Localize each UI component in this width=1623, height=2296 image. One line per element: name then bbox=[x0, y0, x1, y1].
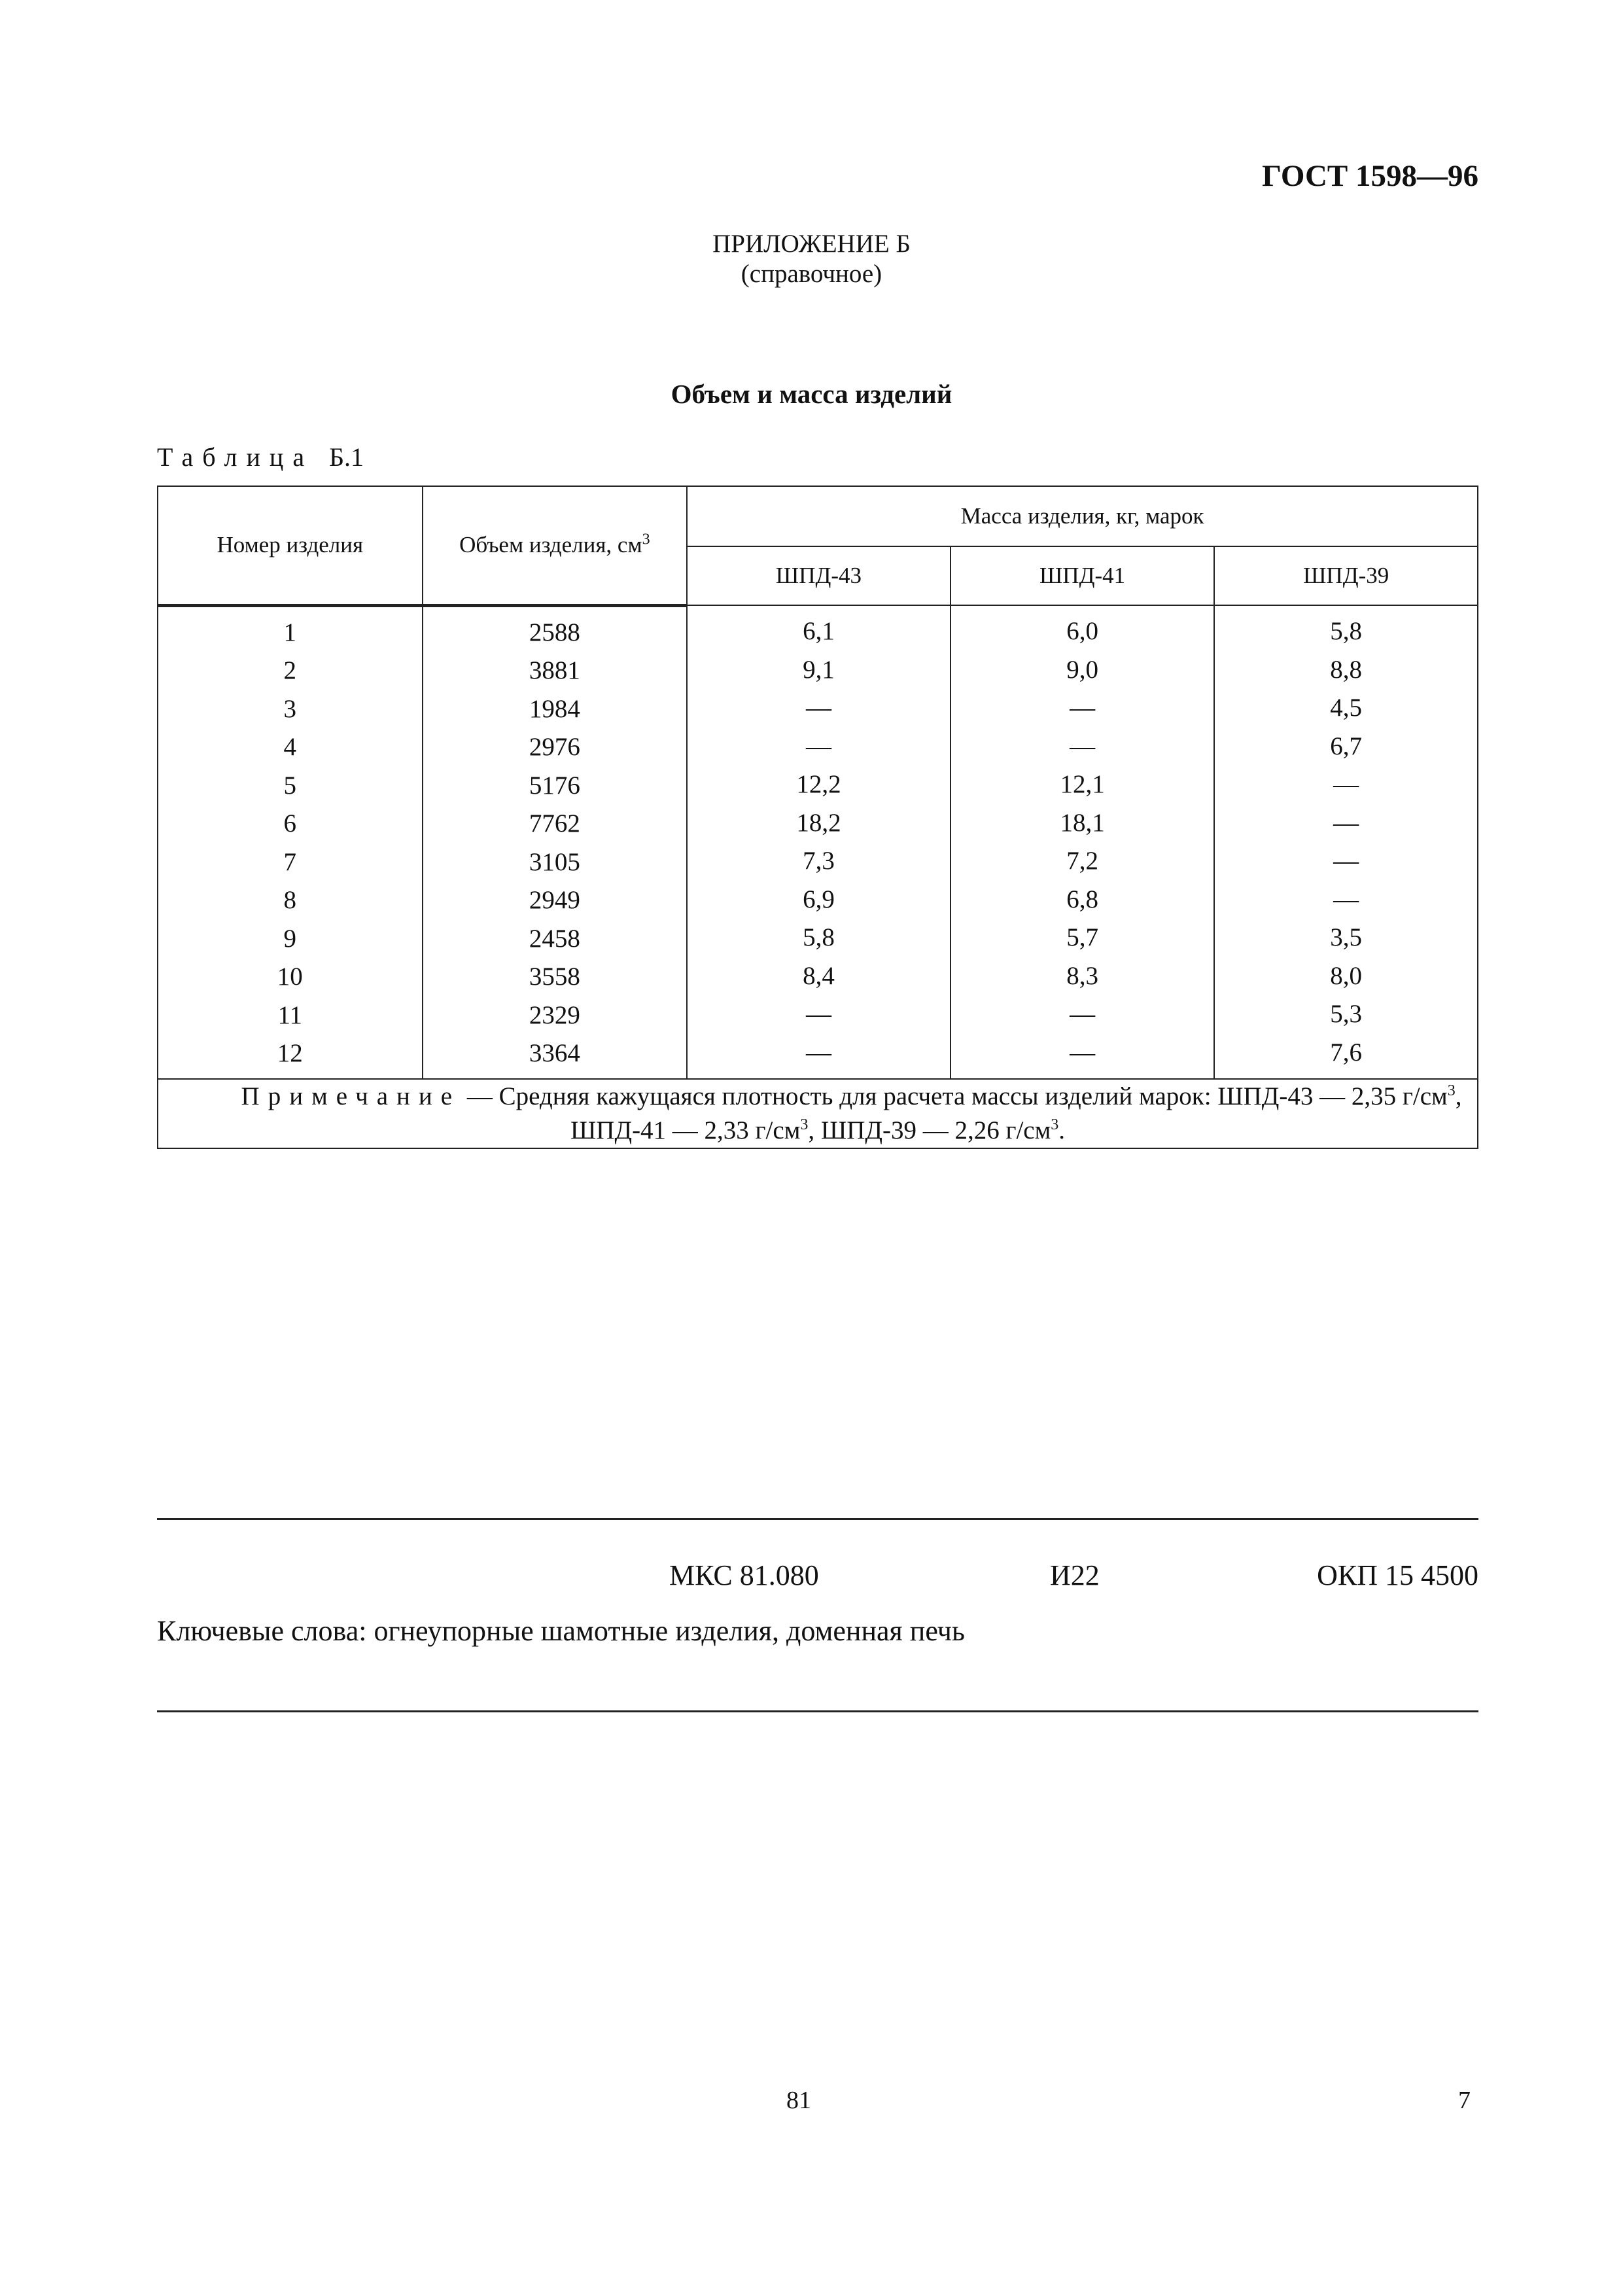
table-cell: 5,8 bbox=[803, 923, 835, 951]
table-cell: 2458 bbox=[529, 924, 580, 953]
table-cell: 18,2 bbox=[796, 808, 841, 837]
table-cell: 5 bbox=[283, 771, 297, 800]
header-grade-43: ШПД-43 bbox=[687, 546, 951, 605]
mks-code: МКС 81.080 bbox=[669, 1559, 819, 1591]
table-cell: 3105 bbox=[529, 847, 580, 876]
okp-code: ОКП 15 4500 bbox=[1317, 1559, 1478, 1591]
table-cell: 3,5 bbox=[1330, 923, 1363, 951]
table-cell: 6,7 bbox=[1330, 732, 1363, 760]
note-text-4: . bbox=[1058, 1116, 1066, 1144]
table-cell: 7762 bbox=[529, 809, 580, 838]
column-mass-43 bbox=[687, 605, 951, 1079]
table-cell: 10 bbox=[277, 963, 303, 991]
table-cell: 5,8 bbox=[1330, 617, 1363, 645]
table-cell: — bbox=[805, 1038, 831, 1067]
appendix-subtitle: (справочное) bbox=[741, 260, 882, 288]
mass-volume-table bbox=[157, 486, 1478, 1149]
note-sup-2: 3 bbox=[800, 1116, 809, 1133]
table-cell: — bbox=[1333, 770, 1359, 798]
header-volume-sup: 3 bbox=[642, 531, 650, 548]
column-number bbox=[158, 605, 423, 1079]
appendix-title: ПРИЛОЖЕНИЕ Б bbox=[712, 230, 911, 258]
table-cell: 9,0 bbox=[1066, 655, 1098, 684]
table-cell: 5,3 bbox=[1330, 1000, 1363, 1028]
section-title: Объем и масса изделий bbox=[671, 379, 952, 409]
table-note-row bbox=[158, 1079, 1478, 1148]
note-sup-1: 3 bbox=[1447, 1082, 1456, 1099]
table-cell: — bbox=[1070, 694, 1096, 722]
table-cell: 3558 bbox=[529, 963, 580, 991]
table-cell: 3881 bbox=[529, 656, 580, 684]
table-cell: 9,1 bbox=[803, 655, 835, 684]
table-cell: 2976 bbox=[529, 733, 580, 761]
table-cell: 5176 bbox=[529, 771, 580, 800]
table-cell: 3364 bbox=[529, 1039, 580, 1067]
table-cell: 7,6 bbox=[1330, 1038, 1363, 1067]
table-note bbox=[158, 1079, 1478, 1148]
note-text-1: — Средняя кажущаяся плотность для расчета массы изделий марок: ШПД-43 — 2,35 г/см bbox=[461, 1082, 1448, 1110]
table-cell: 8 bbox=[283, 886, 297, 914]
table-cell: 3 bbox=[283, 694, 297, 723]
table-cell: 8,3 bbox=[1066, 961, 1098, 990]
table-cell: 18,1 bbox=[1060, 808, 1105, 837]
table-cell: 2588 bbox=[529, 618, 580, 646]
table-cell: 6,1 bbox=[803, 617, 835, 645]
header-number: Номер изделия bbox=[158, 486, 423, 605]
footer-top-rule bbox=[157, 1518, 1478, 1520]
table-cell: — bbox=[1333, 885, 1359, 913]
table-cell: — bbox=[1070, 732, 1096, 760]
table-cell: 8,8 bbox=[1330, 655, 1363, 684]
table-header-row bbox=[158, 486, 1478, 546]
table-cell: — bbox=[805, 694, 831, 722]
table-cell: — bbox=[1070, 1038, 1096, 1067]
table-cell: 2 bbox=[283, 656, 297, 684]
table-cell: 4,5 bbox=[1330, 694, 1363, 722]
table-cell: 6,0 bbox=[1066, 617, 1098, 645]
header-volume bbox=[423, 486, 688, 605]
table-cell: 1984 bbox=[529, 694, 580, 723]
table-cell: — bbox=[1333, 847, 1359, 875]
table-cell: — bbox=[805, 732, 831, 760]
table-cell: 2329 bbox=[529, 1000, 580, 1029]
header-volume-text: Объем изделия, см bbox=[459, 532, 642, 558]
table-cell: 8,4 bbox=[803, 961, 835, 990]
page-number-center: 81 bbox=[786, 2087, 811, 2114]
standard-number: ГОСТ 1598—96 bbox=[1262, 159, 1478, 193]
table-cell: — bbox=[1333, 808, 1359, 837]
table-cell: 7,3 bbox=[803, 847, 835, 875]
table-cell: 7 bbox=[283, 847, 297, 876]
table-cell: 7,2 bbox=[1066, 847, 1098, 875]
table-body-row bbox=[158, 605, 1478, 1079]
header-mass: Масса изделия, кг, марок bbox=[687, 486, 1478, 546]
note-label: Примечание bbox=[241, 1082, 461, 1110]
table-cell: 1 bbox=[283, 618, 297, 646]
note-text-3: , ШПД-39 — 2,26 г/см bbox=[808, 1116, 1051, 1144]
column-volume bbox=[423, 605, 688, 1079]
column-mass-41 bbox=[951, 605, 1215, 1079]
table-cell: 12,2 bbox=[796, 770, 841, 798]
note-text-2: , ШПД-41 — 2,33 г/см bbox=[570, 1082, 1462, 1144]
table-cell: 6 bbox=[283, 809, 297, 838]
table-label bbox=[157, 442, 364, 472]
header-grade-41: ШПД-41 bbox=[951, 546, 1215, 605]
table-cell: 12 bbox=[277, 1039, 303, 1067]
table-cell: 12,1 bbox=[1060, 770, 1105, 798]
column-mass-39 bbox=[1214, 605, 1478, 1079]
table-cell: 4 bbox=[283, 733, 297, 761]
footer-bottom-rule bbox=[157, 1710, 1478, 1712]
classification-code: И22 bbox=[1050, 1559, 1100, 1591]
table-cell: 11 bbox=[277, 1000, 303, 1029]
table-cell: 2949 bbox=[529, 886, 580, 914]
table-cell: — bbox=[1070, 1000, 1096, 1028]
table-cell: 6,9 bbox=[803, 885, 835, 913]
note-sup-3: 3 bbox=[1051, 1116, 1059, 1133]
table-cell: 8,0 bbox=[1330, 961, 1363, 990]
table-cell: — bbox=[805, 1000, 831, 1028]
table-cell: 6,8 bbox=[1066, 885, 1098, 913]
appendix-header bbox=[0, 229, 1623, 289]
table-label-number: Б.1 bbox=[329, 442, 364, 472]
page-number-right: 7 bbox=[1458, 2087, 1471, 2114]
table-label-word: Таблица bbox=[157, 442, 314, 472]
keywords: Ключевые слова: огнеупорные шамотные изделия, доменная печь bbox=[157, 1615, 965, 1647]
table-cell: 5,7 bbox=[1066, 923, 1098, 951]
header-grade-39: ШПД-39 bbox=[1214, 546, 1478, 605]
table-cell: 9 bbox=[283, 924, 297, 953]
